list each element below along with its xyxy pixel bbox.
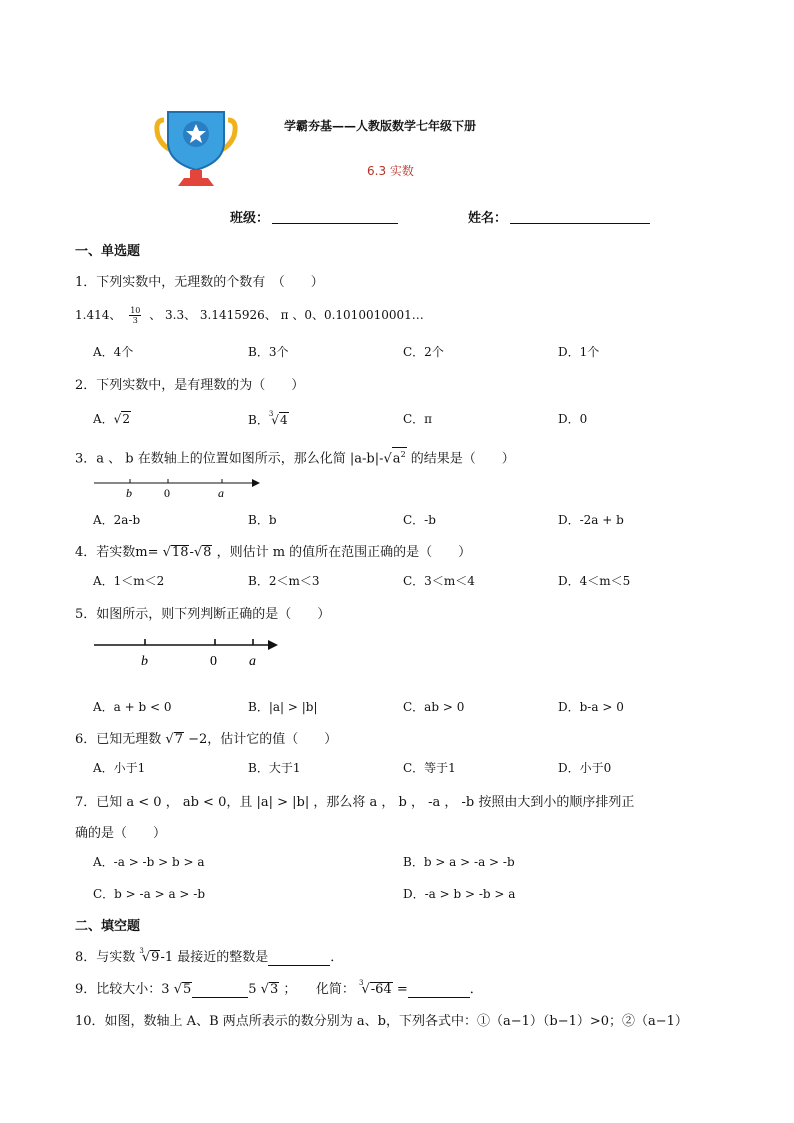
question-stem: 10．如图，数轴上 A、B 两点所表示的数分别为 a、b，下列各式中：①（a−1）（b−1）>0；②（a−1） (75, 1014, 688, 1029)
answer-blank[interactable] (192, 982, 248, 998)
radicand: 5 (182, 982, 192, 997)
list-part: 1.414、 (75, 308, 122, 322)
fraction-numerator: 10 (130, 306, 141, 315)
fraction-denominator: 3 (132, 316, 138, 325)
stem-part: ． (469, 982, 483, 997)
option-d[interactable]: D．-2a + b (558, 513, 624, 527)
name-label: 姓名： (468, 211, 508, 226)
sqrt-icon: √ (113, 412, 122, 426)
radicand (392, 447, 407, 466)
option-b[interactable] (248, 410, 289, 428)
radicand-base: a (392, 451, 401, 467)
stem-part: 9．比较大小：3 (75, 982, 174, 997)
option-d[interactable]: D．4＜m＜5 (558, 574, 631, 588)
sqrt-icon: √ (165, 732, 174, 747)
option-b[interactable]: B．|a| > |b| (248, 700, 318, 714)
radicand: 8 (203, 545, 212, 560)
stem-part: 5 (248, 982, 261, 997)
option-d[interactable]: D．1个 (558, 345, 600, 359)
answer-blank[interactable] (408, 982, 470, 998)
number-line-figure (92, 634, 282, 670)
radicand: 18 (171, 545, 189, 560)
option-c[interactable]: C．-b (403, 513, 436, 527)
axis-label: 0 (210, 654, 217, 669)
list-part: 、 3.3、 3.1415926、 π 、0、0.1010010001… (149, 308, 424, 322)
radicand: -64 (370, 982, 392, 997)
option-prefix: B． (248, 413, 269, 427)
doc-title: 学霸夯基——人教版数学七年级下册 (284, 119, 477, 133)
sqrt-icon: √ (383, 451, 392, 467)
radicand: 4 (279, 413, 288, 427)
axis-label: a (218, 486, 224, 500)
question-stem (75, 447, 515, 466)
option-c[interactable]: C．π (403, 412, 433, 426)
option-a[interactable] (93, 410, 131, 427)
minus-sign: - (189, 545, 194, 560)
answer-blank[interactable] (268, 950, 330, 966)
sqrt-icon: √ (260, 982, 269, 997)
section-heading: 二、填空题 (75, 919, 141, 934)
axis-label: b (141, 654, 148, 669)
stem-part: ． (330, 950, 344, 965)
option-b[interactable]: B．b > a > -a > -b (403, 855, 515, 869)
number-list (75, 306, 424, 325)
stem-part: -1 最接近的整数是 (160, 950, 269, 965)
class-label: 班级： (230, 211, 270, 226)
trophy-logo (152, 106, 240, 188)
stem-part: = (392, 982, 408, 997)
stem-part: ，则估计 m 的值所在范围正确的是（ ） (212, 545, 472, 560)
stem-part: 的结果是（ ） (406, 451, 515, 467)
option-prefix: A． (93, 412, 114, 426)
option-d[interactable]: D．-a > b > -b > a (403, 887, 516, 901)
radicand-exponent: 2 (400, 450, 406, 459)
axis-label: a (249, 654, 256, 669)
sqrt-icon: √ (173, 982, 182, 997)
option-b[interactable]: B．3个 (248, 345, 289, 359)
stem-part: 6．已知无理数 (75, 732, 166, 747)
option-b[interactable]: B．b (248, 513, 277, 527)
question-stem: 5．如图所示，则下列判断正确的是（ ） (75, 607, 331, 622)
option-a[interactable]: A．小于1 (93, 761, 146, 775)
option-b[interactable]: B．大于1 (248, 761, 301, 775)
question-stem: 2．下列实数中，是有理数的为（ ） (75, 378, 305, 393)
question-stem: 1．下列实数中，无理数的个数有 （ ） (75, 275, 324, 290)
doc-subtitle: 6.3 实数 (367, 164, 414, 178)
arrow-icon (252, 479, 260, 487)
radicand: 3 (269, 982, 279, 997)
question-stem-continued: 确的是（ ） (75, 826, 167, 841)
sqrt-icon: √ (271, 413, 279, 427)
question-stem (75, 728, 337, 747)
question-stem (75, 946, 343, 966)
question-stem (75, 541, 471, 560)
name-field[interactable] (510, 223, 650, 224)
option-c[interactable]: C．b > -a > a > -b (93, 887, 206, 901)
option-c[interactable]: C．ab > 0 (403, 700, 465, 714)
option-d[interactable]: D．0 (558, 412, 588, 426)
root-index: 3 (359, 979, 364, 987)
sqrt-icon: √ (162, 545, 171, 560)
stem-part: 8．与实数 (75, 950, 140, 965)
option-a[interactable]: A．a + b < 0 (93, 700, 172, 714)
option-a[interactable]: A．2a-b (93, 513, 141, 527)
option-d[interactable]: D．小于0 (558, 761, 612, 775)
axis-label: 0 (164, 486, 170, 500)
option-b[interactable]: B．2＜m＜3 (248, 574, 320, 588)
radicand: 7 (174, 732, 183, 747)
root-index: 3 (268, 410, 274, 418)
stem-part: 4．若实数m= (75, 545, 163, 560)
option-c[interactable]: C．3＜m＜4 (403, 574, 475, 588)
sqrt-icon: √ (361, 982, 370, 997)
fraction (129, 306, 141, 325)
option-a[interactable]: A．-a > -b > b > a (93, 855, 205, 869)
option-a[interactable]: A．4个 (93, 345, 134, 359)
stem-part: −2，估计它的值（ ） (183, 732, 338, 747)
radicand: 9 (151, 950, 160, 965)
class-field[interactable] (272, 223, 398, 224)
question-stem: 7．已知 a < 0 ， ab < 0，且 |a| > |b| ，那么将 a ， b ， -a ， -b 按照由大到小的顺序排列正 (75, 795, 635, 810)
sqrt-icon: √ (193, 545, 203, 560)
root-index: 3 (139, 947, 144, 955)
radicand: 2 (122, 412, 130, 426)
stem-part: 3．a 、 b 在数轴上的位置如图所示，那么化简 |a-b|- (75, 451, 384, 467)
question-stem (75, 978, 483, 998)
option-c[interactable]: C．等于1 (403, 761, 456, 775)
sqrt-icon: √ (141, 950, 151, 965)
number-line-figure (92, 474, 264, 500)
section-heading: 一、单选题 (75, 244, 141, 259)
axis-label: b (126, 486, 132, 500)
option-d[interactable]: D．b-a > 0 (558, 700, 624, 714)
arrow-icon (268, 640, 278, 650)
option-a[interactable]: A．1＜m＜2 (93, 574, 165, 588)
option-c[interactable]: C．2个 (403, 345, 444, 359)
stem-part: ； 化简： (279, 982, 360, 997)
